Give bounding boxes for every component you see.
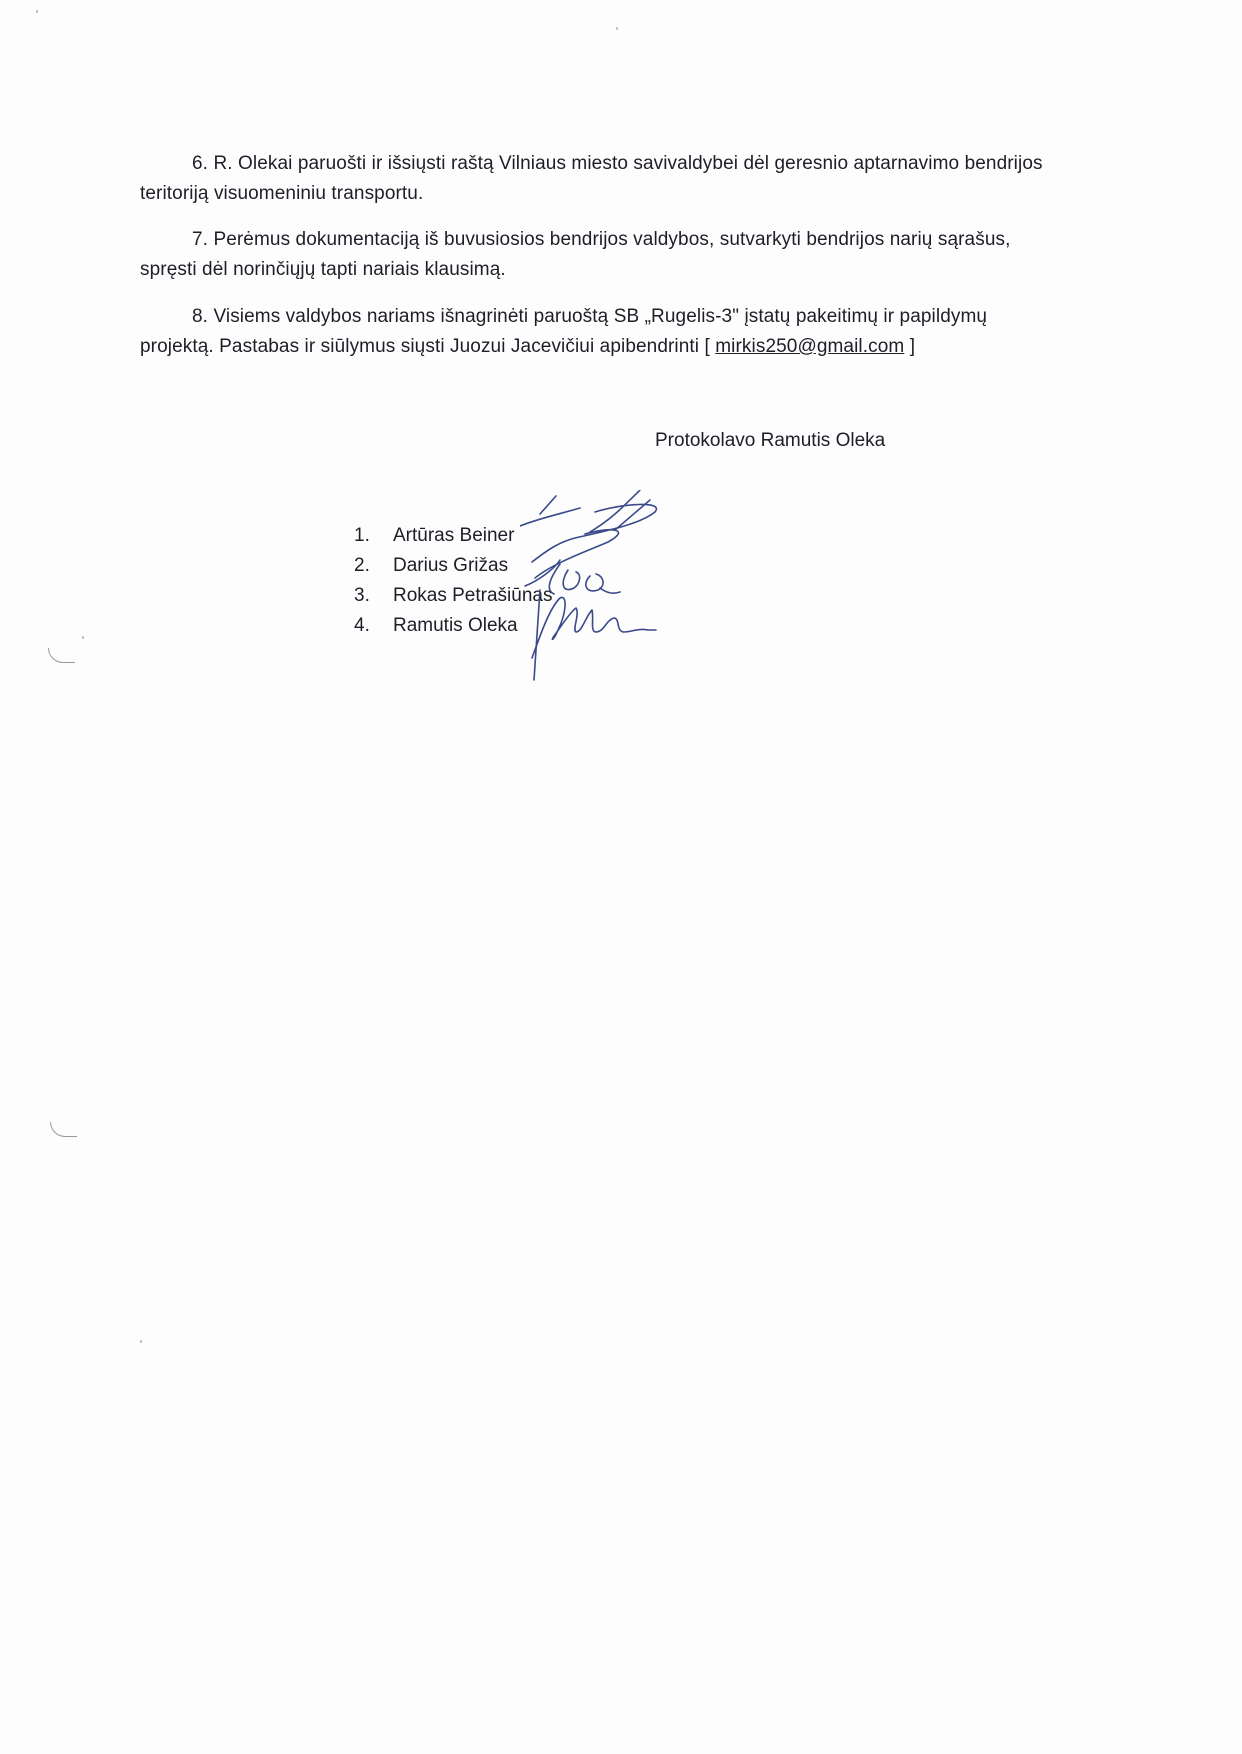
scan-speck bbox=[36, 10, 38, 13]
signer-name: Artūras Beiner bbox=[393, 525, 515, 546]
item-text-line2: projektą. Pastabas ir siūlymus siųsti Juozui Jacevičiui apibendrinti [ bbox=[140, 336, 716, 357]
item-text-line1: Perėmus dokumentaciją iš buvusiosios bendrijos valdybos, sutvarkyti bendrijos narių sąrašus, bbox=[213, 229, 1011, 250]
item-number: 6. bbox=[192, 153, 209, 174]
signature-3-stroke bbox=[549, 564, 579, 594]
signer-number: 2. bbox=[354, 555, 370, 576]
item-number: 7. bbox=[192, 229, 209, 250]
signature-4-stroke bbox=[532, 597, 656, 658]
decision-item-7 bbox=[140, 225, 1120, 285]
item-text-line2: spręsti dėl norinčiųjų tapti nariais klausimą. bbox=[140, 259, 506, 280]
item-number: 8. bbox=[192, 306, 209, 327]
signature-3-stroke bbox=[586, 574, 620, 593]
punch-hole-mark bbox=[48, 648, 75, 663]
recorded-by: Protokolavo Ramutis Oleka bbox=[655, 430, 886, 451]
scan-speck bbox=[140, 1340, 142, 1343]
decision-item-8 bbox=[140, 302, 1120, 362]
email-link[interactable]: mirkis250@gmail.com bbox=[715, 336, 905, 357]
signature-4-stroke bbox=[534, 590, 540, 680]
decision-item-6 bbox=[140, 149, 1120, 209]
scan-speck bbox=[616, 27, 618, 30]
item-text-line2: teritoriją visuomeniniu transportu. bbox=[140, 183, 424, 204]
item-text-line1: Visiems valdybos nariams išnagrinėti paruoštą SB „Rugelis-3" įstatų pakeitimų ir papildymų bbox=[213, 306, 988, 327]
scan-speck bbox=[82, 636, 84, 639]
signer-name: Darius Grižas bbox=[393, 555, 509, 576]
signer-name: Rokas Petrašiūnas bbox=[393, 585, 553, 606]
signer-number: 1. bbox=[354, 525, 370, 546]
signer-number: 3. bbox=[354, 585, 370, 606]
item-text-line1: R. Olekai paruošti ir išsiųsti raštą Vilniaus miesto savivaldybei dėl geresnio aptarnavimo bendrijos bbox=[213, 153, 1043, 174]
signature-1-stroke bbox=[520, 496, 580, 526]
handwritten-signatures bbox=[520, 490, 750, 690]
signer-number: 4. bbox=[354, 615, 370, 636]
punch-hole-mark bbox=[50, 1122, 77, 1137]
signer-name: Ramutis Oleka bbox=[393, 615, 518, 636]
item-text-line2-end: ] bbox=[904, 336, 916, 357]
